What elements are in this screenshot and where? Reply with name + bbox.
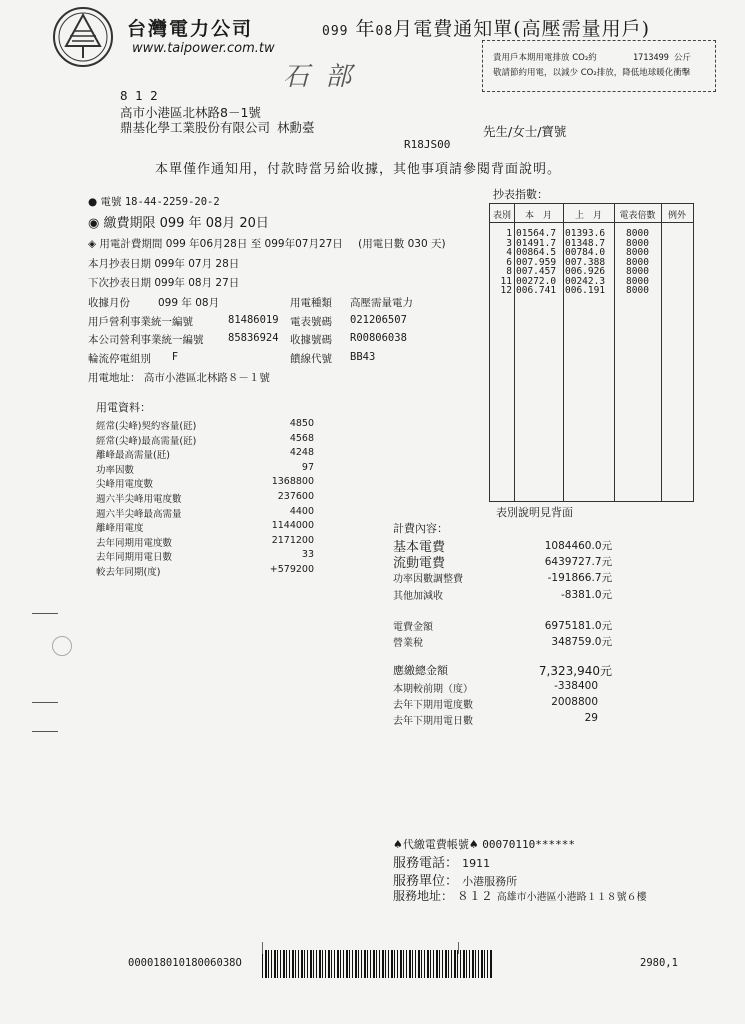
reading-cell: 01348.7 <box>565 237 606 249</box>
usage-label: 週六半尖峰用電度數 <box>96 494 182 505</box>
page-code: 2980,1 <box>640 957 678 969</box>
taipower-logo-icon <box>52 6 114 68</box>
company-name: 台灣電力公司 <box>127 18 254 40</box>
tpc-taxid-label: 本公司營利事業統一編號 <box>88 334 204 346</box>
readings-header: 例外 <box>667 211 686 221</box>
bill-code: 00001801018006038O <box>128 957 242 969</box>
service-unit: 小港服務所 <box>462 875 518 888</box>
next-read-row <box>88 275 239 290</box>
usage-type: 高壓需量電力 <box>350 297 413 309</box>
basic-fee-label: 基本電費 <box>393 540 446 555</box>
billing-period-bullet-icon: ◈ <box>88 238 97 250</box>
reading-cell: 007.959 <box>516 256 557 268</box>
tpc-taxid: 85836924 <box>228 332 279 344</box>
reading-cell: 8000 <box>626 247 649 258</box>
basic-fee: 1084460.0元 <box>544 540 612 552</box>
usage-heading: 用電資料： <box>96 401 151 414</box>
usage-value: 4568 <box>289 432 314 444</box>
amount-due-label: 應繳總金額 <box>393 664 448 677</box>
fees-heading: 計費內容： <box>393 522 448 535</box>
title-year-char: 年 <box>355 18 376 40</box>
service-addr-postal: ８１２ <box>456 889 493 903</box>
reading-cell: 007.457 <box>516 266 557 277</box>
usage-label: 去年同期用電日數 <box>96 552 173 564</box>
outage-group-label: 輪流停電組別 <box>88 353 151 365</box>
usage-label: 功率因數 <box>96 464 135 476</box>
last-year-days: 29 <box>584 712 598 724</box>
meter-label: 電表號碼 <box>290 316 332 328</box>
service-address-label: 用電地址： <box>88 372 141 384</box>
co2-notice-box <box>482 40 716 92</box>
pf-fee: -191866.7元 <box>547 572 612 584</box>
customer-taxid: 81486019 <box>228 314 279 326</box>
total-fee: 6975181.0元 <box>544 620 612 632</box>
amount-due: 7,323,940元 <box>538 664 612 678</box>
title-rest: 月電費通知單(高壓需量用戶) <box>393 18 651 40</box>
co2-line1: 貴用戶本期用電排放 CO₂約 <box>493 53 597 63</box>
receipt-label: 收據號碼 <box>290 334 332 346</box>
flow-fee-label: 流動電費 <box>393 556 446 571</box>
usage-label: 離峰最高需量(瓩) <box>96 450 170 462</box>
usage-value: 237600 <box>277 491 314 502</box>
meter-number-row <box>88 194 220 209</box>
feeder-code: BB43 <box>350 351 376 363</box>
readings-heading: 抄表指數： <box>493 188 548 201</box>
meter-number-bullet-icon: ● <box>88 196 98 208</box>
fold-mark <box>32 702 58 703</box>
outage-group: F <box>172 351 179 363</box>
readings-footnote: 表別說明見背面 <box>496 506 573 519</box>
reading-cell: 6 <box>506 256 512 268</box>
this-read-date: 099年 07月 28日 <box>154 258 240 270</box>
readings-header: 電表倍數 <box>619 211 656 221</box>
reading-cell: 11 <box>500 275 512 287</box>
reading-cell: 00864.5 <box>516 247 557 258</box>
usage-label: 離峰用電度 <box>96 523 144 535</box>
postal-code: 8 1 2 <box>120 88 158 103</box>
reading-cell: 1 <box>506 228 512 239</box>
reading-cell: 8000 <box>626 228 649 239</box>
fold-mark <box>32 613 58 614</box>
punch-hole <box>52 636 72 656</box>
co2-value: 1713499 公斤 <box>633 53 691 63</box>
usage-value: 4400 <box>289 505 314 517</box>
reading-cell: 4 <box>506 247 512 258</box>
period-compare: -338400 <box>554 680 598 692</box>
due-date-bullet-icon: ◉ <box>88 216 100 231</box>
title-year: 099 <box>322 24 349 39</box>
co2-line2: 敬請節約用電，以減少 CO₂排放，降低地球暖化衝擊 <box>493 68 691 78</box>
last-year-days-label: 去年下期用電日數 <box>393 716 473 727</box>
title-month: 08 <box>375 24 394 39</box>
total-fee-label: 電費金額 <box>393 622 433 633</box>
reading-cell: 01393.6 <box>565 228 606 239</box>
other-fee-label: 其他加減收 <box>393 591 443 602</box>
service-phone: 1911 <box>462 857 491 870</box>
reading-cell: 8 <box>506 266 512 277</box>
readings-header: 上 月 <box>574 211 602 221</box>
barcode-tick <box>262 942 263 954</box>
barcode-tick <box>458 942 459 954</box>
reading-cell: 01491.7 <box>516 237 557 249</box>
billing-period-label: 用電計費期間 <box>99 238 163 250</box>
usage-value: 4248 <box>289 447 314 459</box>
due-date-row <box>88 212 269 231</box>
reading-cell: 12 <box>500 285 512 296</box>
salutation: 先生/女士/寶號 <box>483 124 567 139</box>
meter-number-label: 電號 <box>100 196 122 208</box>
usage-label: 週六半尖峰最高需量 <box>96 508 182 520</box>
debit-account: 00070110****** <box>482 838 575 851</box>
notice-text: 本單僅作通知用，付款時當另給收據，其他事項請參閱背面說明。 <box>155 162 562 177</box>
flow-fee: 6439727.7元 <box>544 556 612 568</box>
usage-value: 1368800 <box>271 476 314 488</box>
usage-label: 去年同期用電度數 <box>96 537 173 549</box>
usage-value: 97 <box>301 461 314 473</box>
bill-title <box>322 14 650 41</box>
company-website: www.taipower.com.tw <box>132 41 275 56</box>
usage-value: 2171200 <box>271 534 314 546</box>
fold-mark <box>32 731 58 732</box>
reading-cell: 8000 <box>626 237 649 249</box>
debit-account-row <box>393 836 575 852</box>
service-address-row-bottom <box>393 887 647 904</box>
reading-cell: 007.388 <box>565 256 606 268</box>
receipt-month-label: 收據月份 <box>88 297 130 309</box>
reading-cell: 006.741 <box>516 285 557 296</box>
usage-label: 尖峰用電度數 <box>96 479 154 491</box>
feeder-label: 饋線代號 <box>290 353 332 365</box>
reading-cell: 8000 <box>626 256 649 268</box>
service-address: 高市小港區北林路８－１號 <box>143 372 270 384</box>
reading-cell: 00272.0 <box>516 275 557 287</box>
this-read-label: 本月抄表日期 <box>88 258 151 270</box>
usage-value: 1144000 <box>271 520 314 532</box>
service-addr-label: 服務地址： <box>393 889 454 903</box>
reading-cell: 8000 <box>626 275 649 287</box>
tax-amount: 348759.0元 <box>551 636 612 648</box>
reading-cell: 006.926 <box>565 266 606 277</box>
reading-cell: 8000 <box>626 266 649 277</box>
service-unit-label: 服務單位： <box>393 874 459 889</box>
usage-value: 4850 <box>289 418 314 429</box>
debit-account-label: ♠代繳電費帳號♠ <box>393 838 479 851</box>
usage-label: 經常(尖峰)最高需量(瓩) <box>96 435 197 447</box>
reading-cell: 01564.7 <box>516 228 557 239</box>
billing-period-row <box>88 236 446 251</box>
usage-label: 較去年同期(度) <box>96 567 161 578</box>
reading-cell: 8000 <box>626 285 649 296</box>
billing-days: (用電日數 030 天) <box>358 238 446 250</box>
this-read-row <box>88 256 239 271</box>
readings-table <box>489 203 694 502</box>
reading-cell: 00784.0 <box>565 247 606 258</box>
usage-value: +579200 <box>269 564 314 575</box>
reading-cell: 006.191 <box>565 285 606 296</box>
pf-fee-label: 功率因數調整費 <box>393 574 463 585</box>
next-read-date: 099年 08月 27日 <box>154 277 240 289</box>
usage-value: 33 <box>301 549 314 561</box>
period-compare-label: 本期較前期（度） <box>393 684 473 695</box>
customer-taxid-label: 用戶營利事業統一編號 <box>88 316 193 328</box>
service-phone-label: 服務電話： <box>393 856 459 871</box>
billing-period: 099 年06月28日 至 099年07月27日 <box>165 238 343 250</box>
receipt-month: 099 年 08月 <box>158 297 220 309</box>
usage-type-label: 用電種類 <box>290 297 332 309</box>
usage-label: 經常(尖峰)契約容量(瓩) <box>96 421 197 432</box>
reading-cell: 3 <box>506 237 512 249</box>
meter-id: 021206507 <box>350 314 407 326</box>
due-date: 099 年 08月 20日 <box>159 216 269 231</box>
readings-header: 本 月 <box>524 211 552 221</box>
last-year-kwh-label: 去年下期用電度數 <box>393 700 473 711</box>
service-addr: 高雄市小港區小港路１１８號６樓 <box>496 892 647 903</box>
receipt-number: R00806038 <box>350 332 407 344</box>
recipient-person: 林勳臺 <box>277 120 315 135</box>
tax-label: 營業稅 <box>393 638 423 649</box>
recipient-name: 鼎基化學工業股份有限公司 <box>120 120 271 135</box>
other-fee: -8381.0元 <box>560 589 612 601</box>
handwritten-signature: 石 部 <box>283 62 356 92</box>
next-read-label: 下次抄表日期 <box>88 277 151 289</box>
reading-cell: 00242.3 <box>565 275 606 287</box>
last-year-kwh: 2008800 <box>551 696 598 708</box>
recipient-address: 高市小港區北林路8－1號 <box>120 105 261 120</box>
meter-number: 18-44-2259-20-2 <box>124 196 220 208</box>
barcode <box>262 950 492 978</box>
service-phone-row <box>393 852 490 871</box>
recipient-code: R18JS00 <box>404 138 451 151</box>
service-address-row <box>88 370 270 385</box>
readings-header: 表別 <box>492 211 511 221</box>
due-date-label: 繳費期限 <box>103 216 156 231</box>
